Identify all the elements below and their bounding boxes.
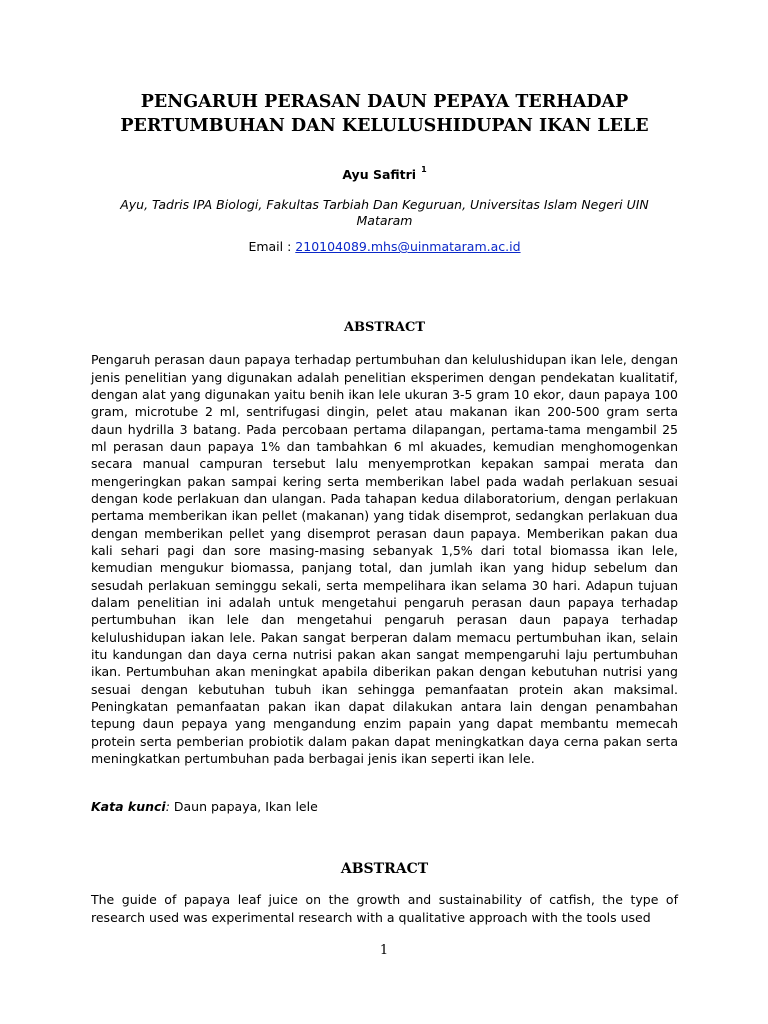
author-name: Ayu Safitri <box>342 167 417 183</box>
page-number: 1 <box>379 943 389 958</box>
email-link[interactable]: 210104089.mhs@uinmataram.ac.id <box>295 239 521 255</box>
abstract-heading-english: ABSTRACT <box>340 861 429 878</box>
keywords-separator: : <box>165 799 170 815</box>
title-line-1: PENGARUH PERASAN DAUN PEPAYA TERHADAP <box>140 92 629 112</box>
author-superscript: 1 <box>421 165 427 174</box>
paper-title <box>91 90 678 138</box>
keywords-label: Kata kunci <box>91 799 166 815</box>
author-line <box>91 163 678 184</box>
abstract-body-english: The guide of papaya leaf juice on the growth and sustainability of catfish, the type of research used was experimental research with a qualitative approach with the tools used <box>91 892 678 925</box>
email-line <box>91 238 678 256</box>
abstract-heading-indonesian: ABSTRACT <box>343 320 426 336</box>
abstract-body-indonesian: Pengaruh perasan daun papaya terhadap pertumbuhan dan kelulushidupan ikan lele, dengan jenis penelitian yang digunakan adalah penelitian eksperimen dengan pendekatan kualitatif, dengan alat yang digunakan yaitu benih ikan lele ukuran 3-5 gram 10 ekor, daun papaya 100 gram, microtube 2 ml, sentrifugasi dingin, pelet atau makanan ikan 200-500 gram serta daun hydrilla 3 batang. Pada percobaan pertama dilapangan, pertama-tama mengambil 25 ml perasan daun papaya 1% dan tambahkan 6 ml akuades, kemudian menghomogenkan secara manual campuran tersebut lalu menyemprotkan kepakan sampai merata dan mengeringkan pakan sampai kering serta memberikan label pada wadah perlakuan sesuai dengan kode perlakuan dan ulangan. Pada tahapan kedua dilaboratorium, dengan perlakuan pertama memberikan ikan pellet (makanan) yang tidak disemprot, sedangkan perlakuan dua dengan memberikan pellet yang disemprot perasan daun papaya. Memberikan pakan dua kali sehari pagi dan sore masing-masing sebanyak 1,5% dari total biomassa ikan lele, kemudian mengukur biomassa, panjang total, dan jumlah ikan yang hidup sebelum dan sesudah perlakuan seminggu sekali, serta mempelihara ikan selama 30 hari. Adapun tujuan dalam penelitian ini adalah untuk mengetahui pengaruh perasan daun papaya terhadap pertumbuhan ikan lele dan mengetahui pengaruh perasan daun papaya terhadap kelulushidupan iakan lele. Pakan sangat berperan dalam memacu pertumbuhan ikan, selain itu kandungan dan daya cerna nutrisi pakan akan sangat mempengaruhi laju pertumbuhan ikan. Pertumbuhan akan meningkat apabila diberikan pakan dengan kebutuhan nutrisi yang sesuai dengan kebutuhan tubuh ikan sehingga pemanfaatan protein akan maksimal. Peningkatan pemanfaatan pakan ikan dapat dilakukan antara lain dengan penambahan tepung daun pepaya yang mengandung enzim papain yang dapat membantu memecah protein serta pemberian probiotik dalam pakan dapat meningkatkan daya cerna pakan serta meningkatkan pertumbuhan pada berbagai jenis ikan seperti ikan lele. <box>91 352 678 767</box>
affiliation: Ayu, Tadris IPA Biologi, Fakultas Tarbiah Dan Keguruan, Universitas Islam Negeri UIN Mataram <box>120 197 649 229</box>
email-label: Email : <box>248 239 292 255</box>
paper-page <box>91 90 678 926</box>
keywords-line <box>91 798 678 816</box>
keywords-values: Daun papaya, Ikan lele <box>169 799 318 815</box>
title-line-2: PERTUMBUHAN DAN KELULUSHIDUPAN IKAN LELE <box>120 116 649 136</box>
